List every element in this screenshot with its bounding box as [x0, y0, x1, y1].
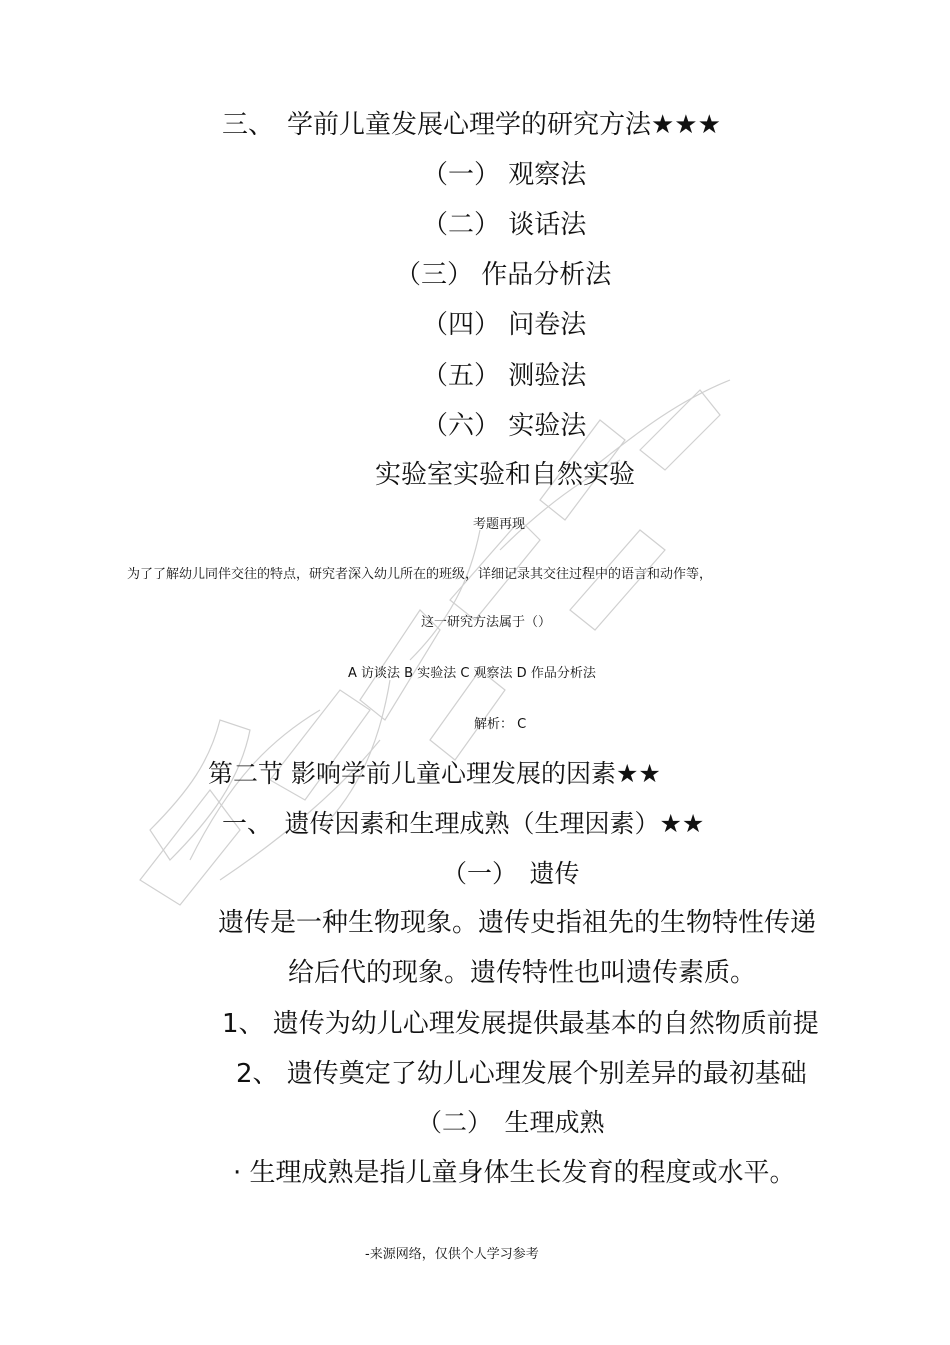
exam-heading: 考题再现: [473, 517, 526, 532]
page-footer: -来源网络，仅供个人学习参考: [365, 1247, 539, 1262]
maturation-title: （二） 生理成熟: [417, 1108, 605, 1137]
method-questionnaire: （四） 问卷法: [422, 310, 587, 340]
exam-answer: 解析： C: [474, 717, 527, 732]
method-interview: （二） 谈话法: [422, 210, 587, 240]
method-observation: （一） 观察法: [422, 160, 587, 190]
exam-question-line2: 这一研究方法属于（）: [421, 615, 552, 630]
maturation-text: · 生理成熟是指儿童身体生长发育的程度或水平。: [233, 1158, 796, 1188]
subsection-one-title: 一、 遗传因素和生理成熟（生理因素）★★: [222, 809, 705, 838]
method-experiment: （六） 实验法: [422, 411, 587, 441]
exam-options: A 访谈法 B 实验法 C 观察法 D 作品分析法: [348, 666, 596, 681]
section-three-title: 三、 学前儿童发展心理学的研究方法★★★: [222, 110, 721, 140]
heredity-point1: 1、 遗传为幼儿心理发展提供最基本的自然物质前提: [222, 1009, 819, 1039]
experiment-note: 实验室实验和自然实验: [375, 460, 636, 490]
heredity-point2: 2、 遗传奠定了幼儿心理发展个别差异的最初基础: [236, 1059, 807, 1089]
chapter-two-title: 第二节 影响学前儿童心理发展的因素★★: [208, 759, 661, 788]
exam-question-line1: 为了了解幼儿同伴交往的特点，研究者深入幼儿所在的班级，详细记录其交往过程中的语言和动作等，: [127, 567, 713, 582]
heredity-text-line2: 给后代的现象。遗传特性也叫遗传素质。: [288, 958, 757, 988]
heredity-text-line1: 遗传是一种生物现象。遗传史指祖先的生物特性传递: [218, 908, 817, 938]
heredity-title: （一） 遗传: [442, 859, 580, 888]
method-work-analysis: （三） 作品分析法: [395, 260, 612, 290]
method-test: （五） 测验法: [422, 361, 587, 391]
